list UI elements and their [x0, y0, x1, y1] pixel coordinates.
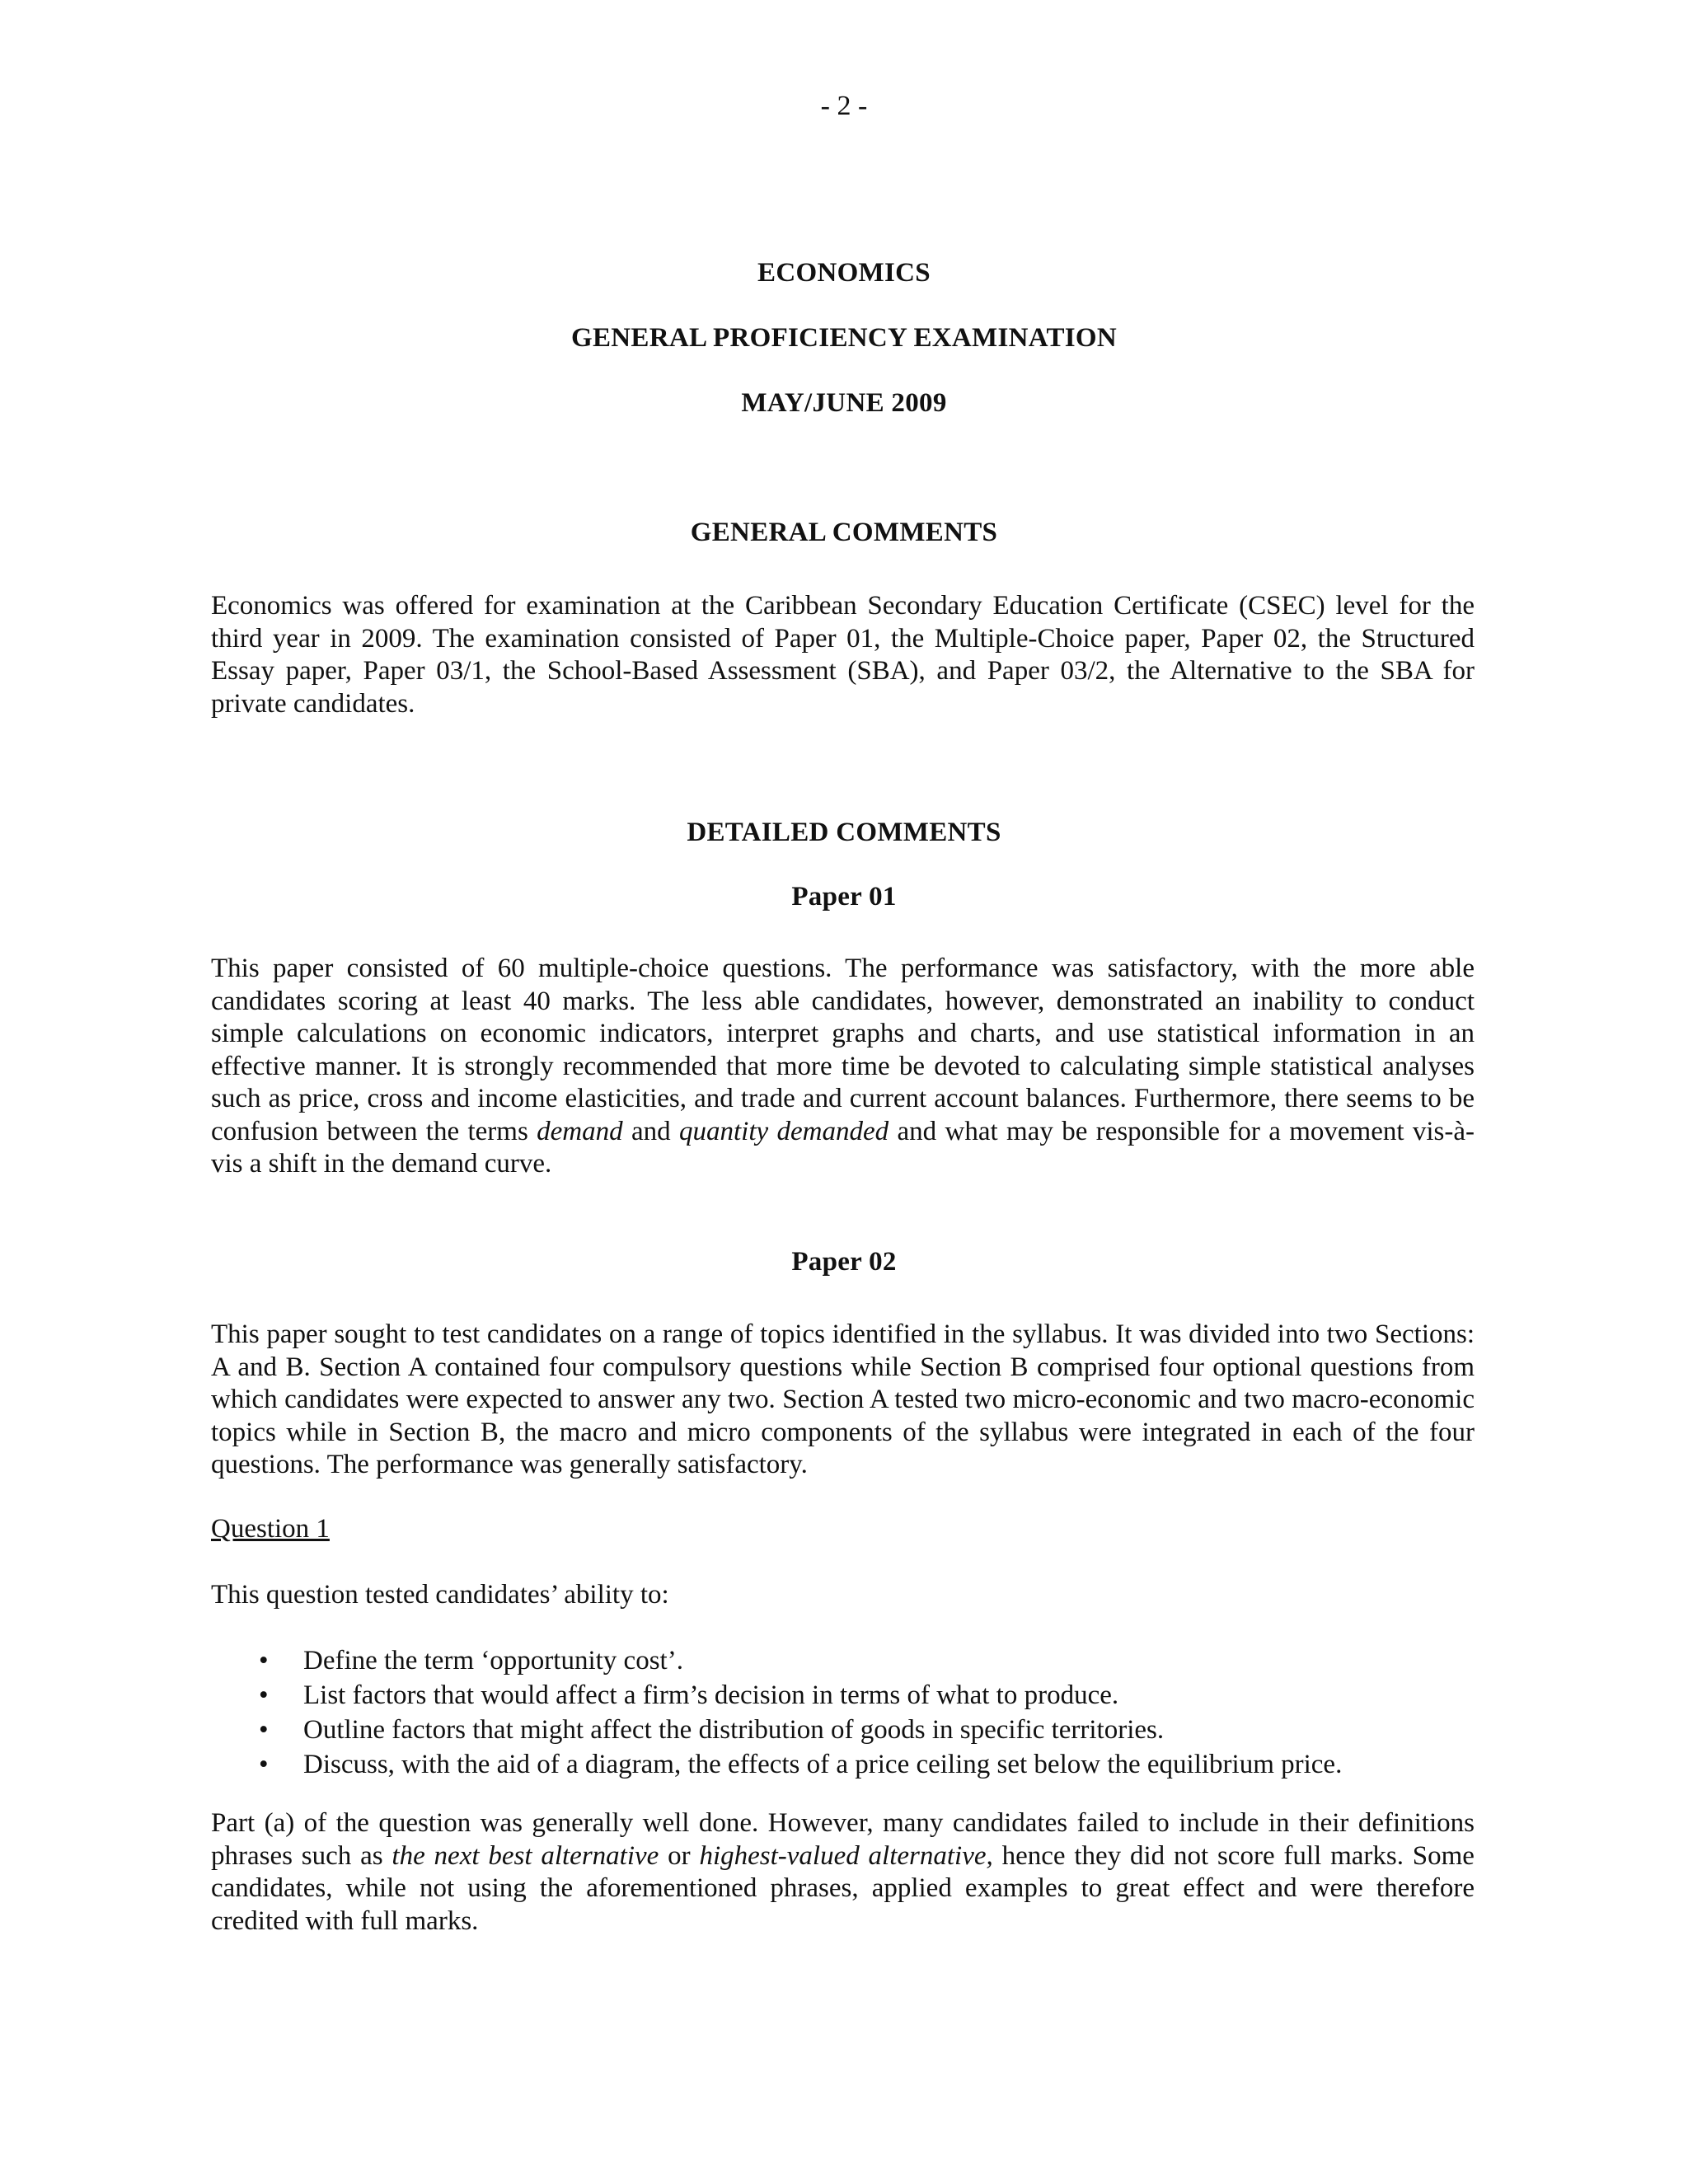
exam-title: GENERAL PROFICIENCY EXAMINATION — [570, 323, 1118, 353]
paper02-heading: Paper 02 — [791, 1247, 897, 1277]
bullet-point-icon: • — [259, 1715, 269, 1745]
bullet-point-icon: • — [259, 1750, 269, 1779]
term-quantity-demanded: quantity demanded — [679, 1116, 889, 1146]
part-a-text-3: hence they did not score full marks. Some candidates, while not using the aforementioned phrases, applied examples to great effect and were therefore credited with full marks. — [211, 1840, 1475, 1936]
general-comments-heading: GENERAL COMMENTS — [690, 518, 998, 547]
bullet-point-icon: • — [259, 1646, 269, 1675]
question1-part-a-commentary — [211, 1807, 1475, 1938]
question1-heading-text: Question 1 — [211, 1514, 330, 1544]
question1-heading — [211, 1513, 1475, 1546]
part-a-text-2: or — [659, 1840, 700, 1871]
bullet-text: List factors that would affect a firm’s decision in terms of what to produce. — [303, 1680, 1119, 1710]
phrase-next-best-alternative: the next best alternative — [392, 1840, 659, 1871]
paper01-body-text-3: and what may be responsible for a movement vis-à-vis a shift in the demand curve. — [211, 1116, 1475, 1179]
bullet-item — [211, 1678, 1475, 1713]
part-a-text-1: Part (a) of the question was generally well done. However, many candidates failed to include in their definitions phrases such as — [211, 1808, 1475, 1871]
bullet-text: Outline factors that might affect the distribution of goods in specific territories. — [303, 1715, 1165, 1745]
bullet-item — [211, 1643, 1475, 1678]
bullet-item — [211, 1713, 1475, 1747]
bullet-item — [211, 1747, 1475, 1782]
bullet-point-icon: • — [259, 1680, 269, 1710]
paper02-body: This paper sought to test candidates on a range of topics identified in the syllabus. It was divided into two Sections: A and B. Section A contained four compulsory questions while Section B comprised four optional questions from which candidates were expected to answer any two. Section A tested two micro-economic and two macro-economic topics while in Section B, the macro and micro components of the syllabus were integrated in each of the four questions. The performance was generally satisfactory. — [211, 1319, 1475, 1479]
bullet-text: Discuss, with the aid of a diagram, the effects of a price ceiling set below the equilibrium price. — [303, 1750, 1343, 1779]
phrase-highest-valued-alternative: highest-valued alternative, — [699, 1840, 993, 1871]
paper01-body-text-1: This paper consisted of 60 multiple-choice questions. The performance was satisfactory, with the more able candidates scoring at least 40 marks. The less able candidates, however, demonstrated an inability to conduct simple calculations on economic indicators, interpret graphs and charts, and use statistical information in an effective manner. It is strongly recommended that more time be devoted to calculating simple statistical analyses such as price, cross and income elasticities, and trade and current account balances. Furthermore, there seems to be confusion between the terms — [211, 954, 1475, 1146]
bullet-text: Define the term ‘opportunity cost’. — [303, 1646, 683, 1675]
paper01-body-text-2: and — [622, 1116, 680, 1146]
detailed-comments-heading: DETAILED COMMENTS — [687, 818, 1001, 847]
subject-title: ECONOMICS — [757, 258, 931, 288]
question1-bullet-list — [211, 1643, 1475, 1782]
question1-intro: This question tested candidates’ ability to: — [211, 1580, 669, 1610]
sitting-title: MAY/JUNE 2009 — [741, 388, 947, 418]
general-comments-body: Economics was offered for examination at the Caribbean Secondary Education Certificate (CSEC) level for the third year in 2009. The examination consisted of Paper 01, the Multiple-Choice paper, Paper 02, the Structured Essay paper, Paper 03/1, the School-Based Assessment (SBA), and Paper 03/2, the Alternative to the SBA for private candidates. — [211, 591, 1475, 719]
paper01-heading: Paper 01 — [791, 882, 897, 912]
page-number: - 2 - — [820, 91, 868, 121]
term-demand: demand — [537, 1116, 623, 1146]
paper01-body — [211, 953, 1475, 1181]
